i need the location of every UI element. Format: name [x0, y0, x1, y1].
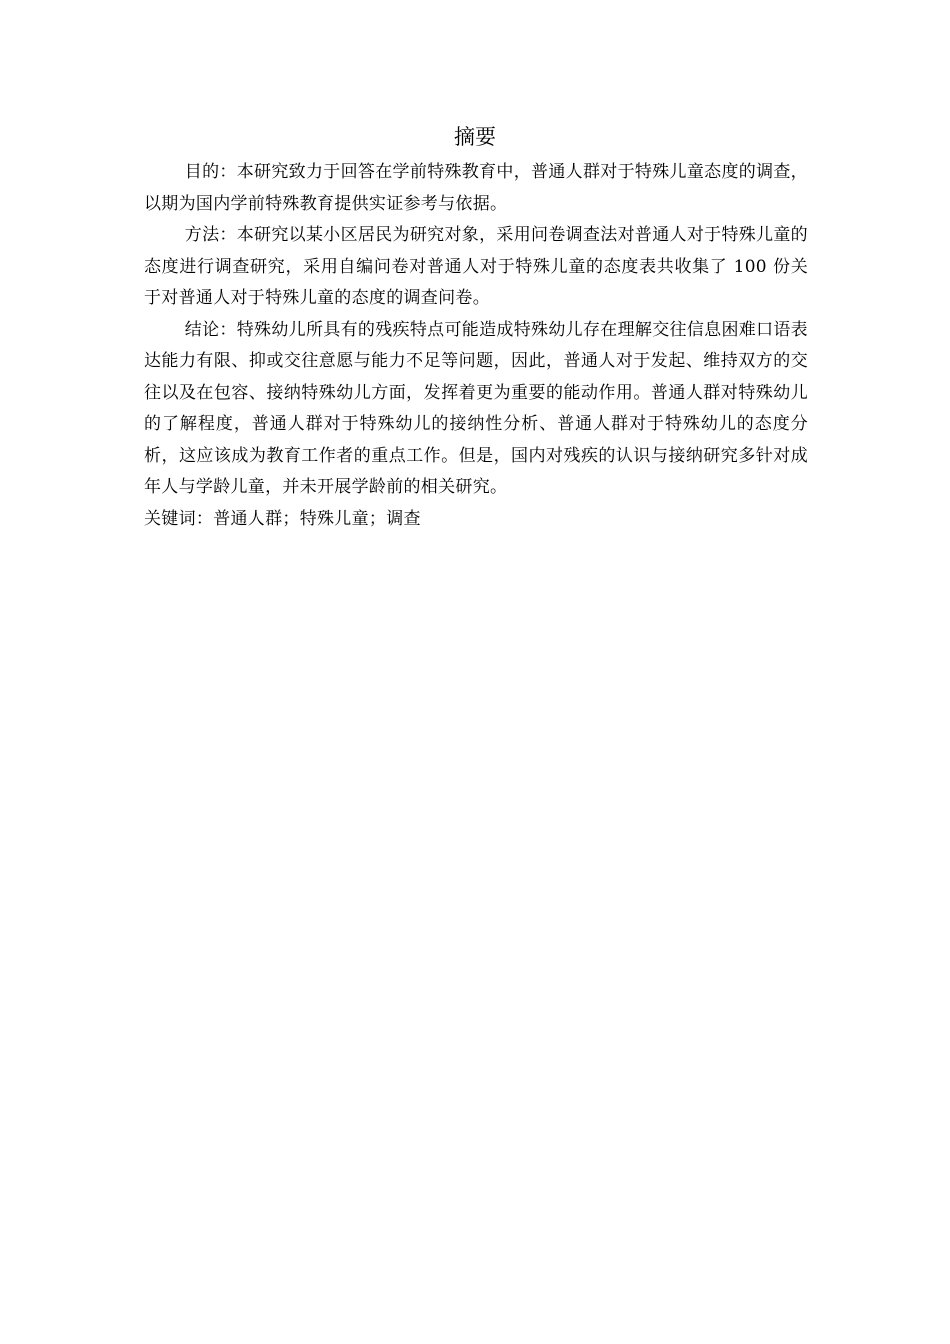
abstract-method-paragraph: 方法：本研究以某小区居民为研究对象，采用问卷调查法对普通人对于特殊儿童的态度进行调查研究，采用自编问卷对普通人对于特殊儿童的态度表共收集了 100 份关于对普通人对于特殊儿童的态度的调查问卷。	[144, 225, 808, 308]
abstract-body	[144, 157, 808, 535]
abstract-conclusion-paragraph: 结论：特殊幼儿所具有的残疾特点可能造成特殊幼儿存在理解交往信息困难口语表达能力有限、抑或交往意愿与能力不足等问题，因此，普通人对于发起、维持双方的交往以及在包容、接纳特殊幼儿方面，发挥着更为重要的能动作用。普通人群对特殊幼儿的了解程度，普通人群对于特殊幼儿的接纳性分析、普通人群对于特殊幼儿的态度分析，这应该成为教育工作者的重点工作。但是，国内对残疾的认识与接纳研究多针对成年人与学龄儿童，并未开展学龄前的相关研究。	[144, 319, 808, 497]
abstract-objective-paragraph: 目的：本研究致力于回答在学前特殊教育中，普通人群对于特殊儿童态度的调查，以期为国内学前特殊教育提供实证参考与依据。	[144, 162, 808, 214]
abstract-keywords: 关键词：普通人群；特殊儿童；调查	[144, 508, 421, 529]
abstract-title: 摘要	[454, 125, 496, 149]
